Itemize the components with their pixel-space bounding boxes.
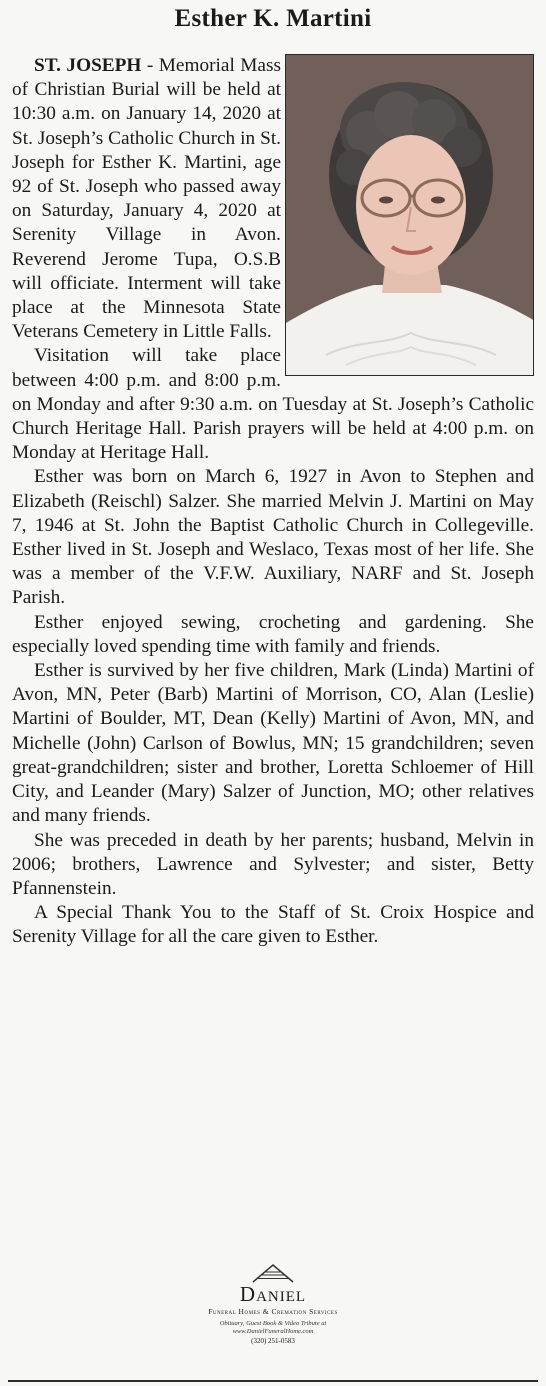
paragraph-service-text: - Memorial Mass of Christian Burial will be held at 10:30 a.m. on January 14, 2020 at St. Joseph’s Catholic Church in St. Joseph for Esther K. Martini, age 92 of St. Joseph who passed away on Saturday, January 4, 2020 at Serenity Village in Avon. Reverend Jerome Tupa, O.S.B will officiate. Interment will take place at the Minnesota State Veterans Cemetery in Little Falls. <box>12 55 281 343</box>
funeral-home-name: Daniel <box>239 1282 307 1306</box>
paragraph-thanks: A Special Thank You to the Staff of St. Croix Hospice and Serenity Village for all the care given to Esther. <box>12 902 534 948</box>
paragraph-survivors: Esther is survived by her five children, Mark (Linda) Martini of Avon, MN, Peter (Barb) Martini of Morrison, CO, Alan (Leslie) Martini of Boulder, MT, Dean (Kelly) Martini of Avon, MN, and Michelle (John) Carlson of Bowlus, MN; 15 grandchildren; seven great-grandchildren; sister and brother, Loretta Schloemer of Hill City, and Leander (Mary) Salzer of Junction, MO; other relatives and many friends. <box>12 660 534 827</box>
paragraph-biography: Esther was born on March 6, 1927 in Avon to Stephen and Elizabeth (Reischl) Salzer. She married Melvin J. Martini on May 7, 1946 at St. John the Baptist Catholic Church in Collegeville. Esther lived in St. Joseph and Weslaco, Texas most of her life. She was a member of the V.F.W. Auxiliary, NARF and St. Joseph Parish. <box>12 466 534 609</box>
photo-space <box>281 54 534 382</box>
paragraph-preceded: She was preceded in death by her parents; husband, Melvin in 2006; brothers, Lawrence and Sylvester; and sister, Betty Pfannenstein. <box>12 829 534 899</box>
obituary-title: Esther K. Martini <box>174 5 372 32</box>
funeral-home-tagline: Obituary, Guest Book & Video Tribute at <box>219 1320 327 1327</box>
paragraph-visitation: Visitation will take place between 4:00 p.m. and 8:00 p.m. on Monday and after 9:30 a.m. on Tuesday at St. Joseph’s Catholic Church Heritage Hall. Parish prayers will be held at 4:00 p.m. on Monday at Heritage Hall. <box>12 345 534 464</box>
obituary-body <box>12 54 534 950</box>
dateline: ST. JOSEPH <box>34 55 142 76</box>
funeral-home-subtitle: Funeral Homes & Cremation Services <box>208 1307 338 1316</box>
funeral-home-logo <box>0 1262 546 1346</box>
funeral-home-website[interactable]: www.DanielFuneralHome.com <box>232 1328 314 1335</box>
paragraph-interests: Esther enjoyed sewing, crocheting and gardening. She especially loved spending time with family and friends. <box>12 611 534 657</box>
funeral-home-phone: (320) 251-0583 <box>251 1337 295 1345</box>
bottom-rule <box>8 1380 538 1382</box>
chapel-roof-icon <box>251 1262 295 1284</box>
